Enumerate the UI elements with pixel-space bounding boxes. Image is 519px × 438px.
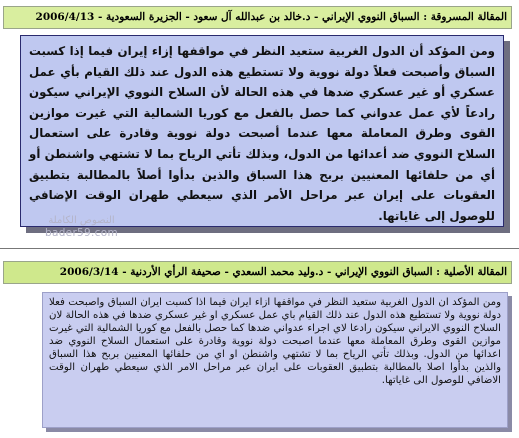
copied-article-header: المقالة المسروقة : السباق النووي الإيراني - د.خالد بن عبدالله آل سعود - الجزيرة السعودية - 2006/4/13 <box>3 6 512 29</box>
watermark-arabic-text: النصوص الكاملة <box>48 215 115 226</box>
original-article-text: ومن المؤكد ان الدول الغربية ستعيد النظر في مواقفها ازاء ايران فيما اذا كسبت ايران السباق واصبحت فعلا دولة نووية ولا تستطيع هذه الدول عند ذلك القيام باي عمل عسكري او غير عسكري ضدها في هذه الحالة لان السلاح النووي الايراني سيكون رادعا لاي اجراء عدواني ضدها كما حصل بالفعل مع كوريا الشمالية التي غيرت موازين القوى وطرق المعاملة معها عندما اصبحت دولة نووية وقادرة على استعمال السلاح النووي ضد اعدائها من الدول. وبذلك تأتي الرياح بما لا تشتهي واشنطن او اي من حلفائها المعنيين بربح هذا السباق والذين بدأوا اصلا بالمطالبة بتطبيق العقوبات على ايران عبر مراحل الامر الذي سيعطي طهران الوقت الاضافي للوصول الى غاياتها. <box>42 292 508 428</box>
site-watermark <box>34 214 129 240</box>
section-divider <box>0 248 519 249</box>
original-article-header: المقالة الأصلية : السباق النووي الإيراني - د.وليد محمد السعدي - صحيفة الرأي الأردنية - 2006/3/14 <box>3 261 512 284</box>
watermark-url: bader59.com <box>45 227 118 239</box>
copied-article-text: ومن المؤكد أن الدول الغربية ستعيد النظر في مواقفها إزاء إيران فيما إذا كسبت السباق وأصبحت فعلاً دولة نووية ولا تستطيع هذه الدول عند ذلك القيام بأي عمل عسكري أو غير عسكري ضدها في هذه الحالة لأن السلاح النووي الإيراني سيكون رادعاً لأي عمل عدواني كما حصل بالفعل مع كوريا الشمالية التي غيرت موازين القوى وطرق المعاملة معها عندما أصبحت دولة نووية وقادرة على استعمال السلاح النووي ضد أعدائها من الدول، وبذلك تأتي الرياح بما لا تشتهي واشنطن أو أي من حلفائها المعنيين بربح هذا السباق والذين بدأوا أصلاً بالمطالبة بتطبيق العقوبات على إيران عبر مراحل الأمر الذي سيعطي طهران الوقت الإضافي للوصول إلى غاياتها. <box>20 35 504 227</box>
